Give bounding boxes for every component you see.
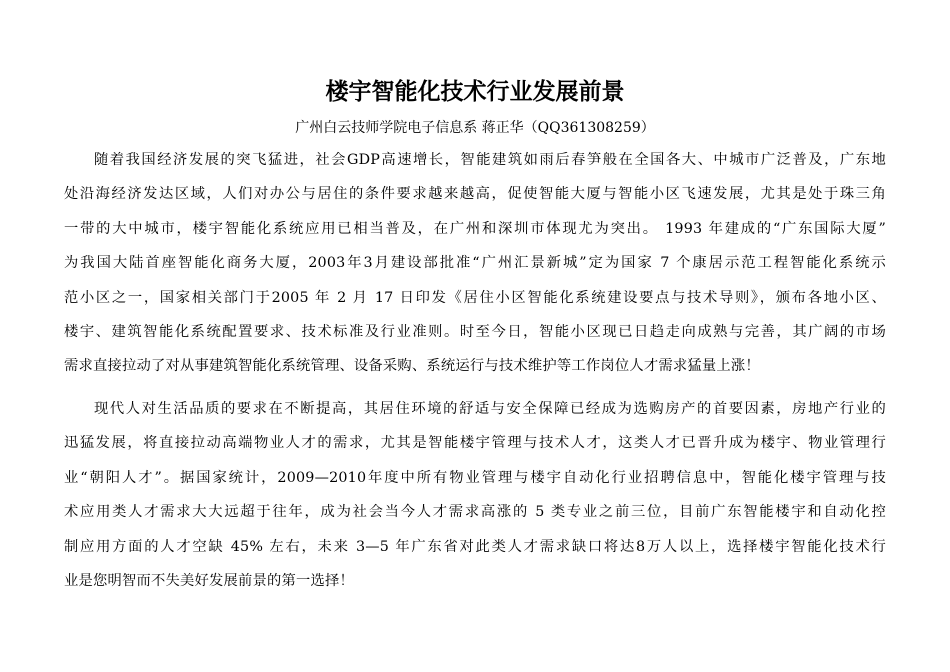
paragraph-2 xyxy=(64,392,886,598)
paragraph-line: 业“朝阳人才”。据国家统计，2009—2010年度中所有物业管理与楼宇自动化行业招聘信息中，智能化楼宇管理与技 xyxy=(64,469,886,486)
paragraph-1 xyxy=(64,143,886,384)
paragraph-line: 楼宇、建筑智能化系统配置要求、技术标准及行业准则。时至今日，智能小区现已日趋走向成熟与完善，其广阔的市场 xyxy=(64,323,886,340)
paragraph-line: 业是您明智而不失美好发展前景的第一选择！ xyxy=(64,572,354,589)
paragraph-line: 范小区之一，国家相关部门于2005 年 2 月 17 日印发《居住小区智能化系统建设要点与技术导则》，颁布各地小区、 xyxy=(64,289,886,306)
paragraph-line: 需求直接拉动了对从事建筑智能化系统管理、设备采购、系统运行与技术维护等工作岗位人才需求猛量上涨！ xyxy=(64,358,760,375)
paragraph-line: 为我国大陆首座智能化商务大厦，2003年3月建设部批准“广州汇景新城”定为国家 7 个康居示范工程智能化系统示 xyxy=(64,255,886,272)
paragraph-line: 处沿海经济发达区域，人们对办公与居住的条件要求越来越高，促使智能大厦与智能小区飞速发展，尤其是处于珠三角 xyxy=(64,186,886,203)
document-title: 楼宇智能化技术行业发展前景 xyxy=(325,79,625,105)
paragraph-line: 一带的大中城市，楼宇智能化系统应用已相当普及，在广州和深圳市体现尤为突出。 1993 年建成的“广东国际大厦” xyxy=(64,220,886,237)
paragraph-line: 术应用类人才需求大大远超于往年，成为社会当今人才需求高涨的 5 类专业之前三位，目前广东智能楼宇和自动化控 xyxy=(64,504,886,521)
paragraph-line: 迅猛发展，将直接拉动高端物业人才的需求，尤其是智能楼宇管理与技术人才，这类人才已晋升成为楼宇、物业管理行 xyxy=(64,435,886,452)
paragraph-line: 制应用方面的人才空缺 45% 左右，未来 3—5 年广东省对此类人才需求缺口将达8万人以上，选择楼宇智能化技术行 xyxy=(64,538,886,555)
author-byline: 广州白云技师学院电子信息系 蒋正华（QQ361308259） xyxy=(295,120,655,136)
paragraph-line: 随着我国经济发展的突飞猛进，社会GDP高速增长，智能建筑如雨后春笋般在全国各大、中城市广泛普及，广东地 xyxy=(94,152,886,168)
paragraph-line: 现代人对生活品质的要求在不断提高，其居住环境的舒适与安全保障已经成为选购房产的首要因素，房地产行业的 xyxy=(94,401,886,417)
